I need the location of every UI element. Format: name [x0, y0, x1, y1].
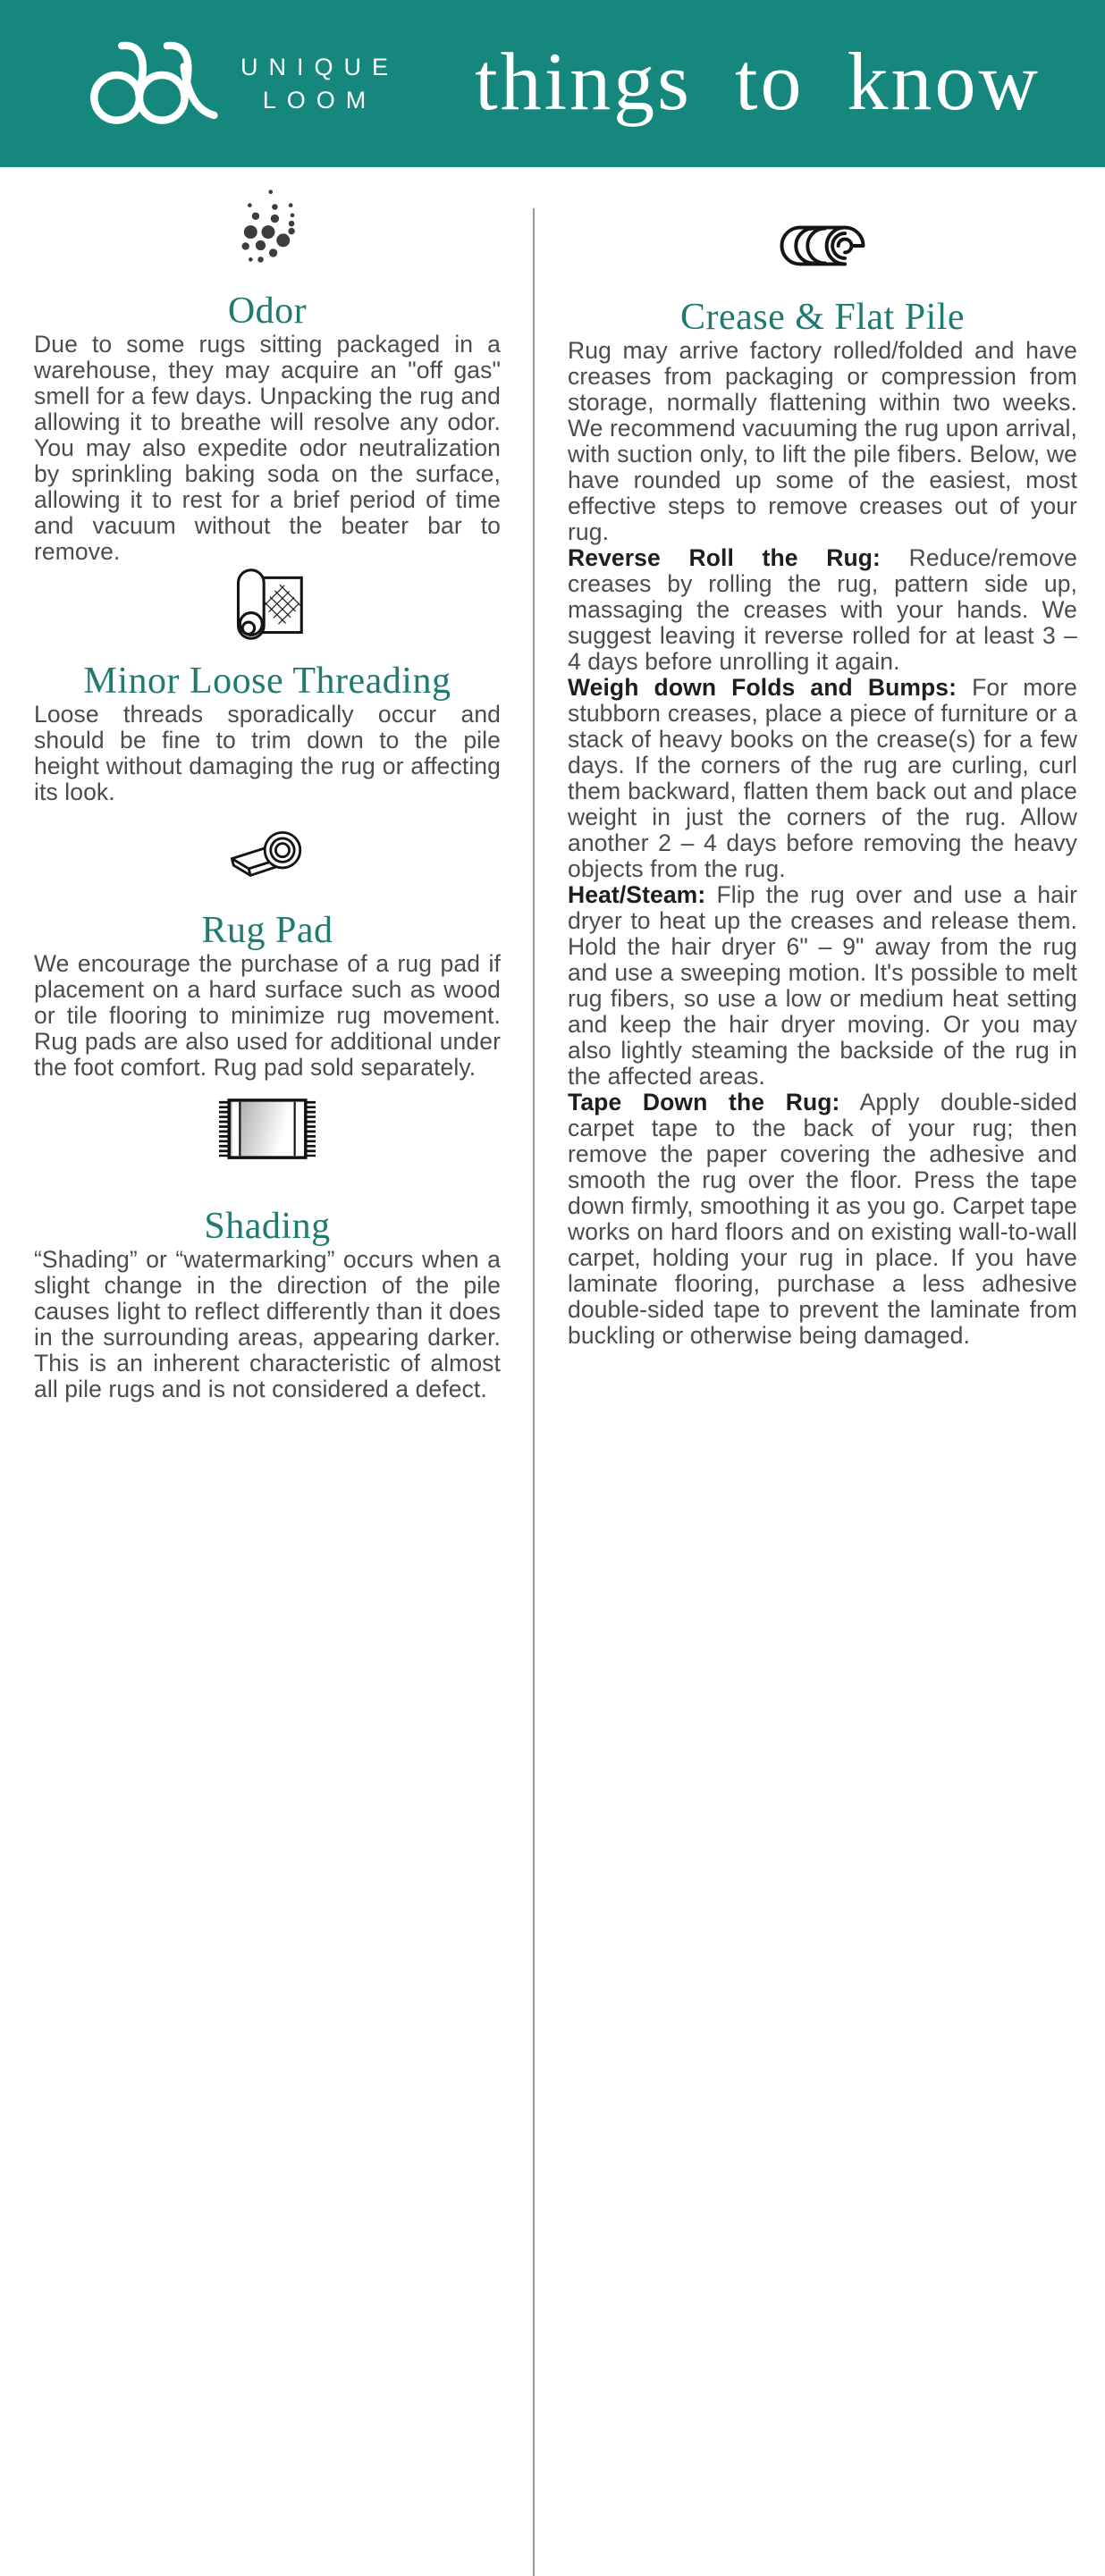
tip-tape-down	[568, 1090, 1077, 1349]
content-area	[0, 167, 1105, 1402]
section-rugpad-icon-row	[34, 823, 501, 887]
tip-heat-steam	[568, 882, 1077, 1090]
section-shading-icon-row	[34, 1097, 501, 1166]
section-heading-rugpad: Rug Pad	[201, 910, 333, 951]
section-heading-threading: Minor Loose Threading	[83, 661, 451, 702]
unique-loom-double-a-icon	[85, 31, 219, 136]
tip-tape-down-label: Tape Down the Rug:	[568, 1089, 840, 1115]
tip-reverse-roll	[568, 545, 1077, 675]
odor-dots-icon	[234, 188, 300, 269]
rolled-rug-crosshatch-icon	[228, 565, 307, 648]
rolled-rug-side-icon	[770, 223, 875, 274]
section-heading-shading: Shading	[204, 1206, 331, 1247]
section-odor-icon-row	[34, 188, 501, 269]
header-banner	[0, 0, 1105, 167]
section-body-crease-intro: Rug may arrive factory rolled/folded and have creases from packaging or compression from storage, normally flattening within two weeks. We recommend vacuuming the rug upon arrival, with suction only, to lift the pile fibers. Below, we have rounded up some of the easiest, most effective steps to remove creases out of your rug.	[568, 337, 1077, 545]
fringed-rug-icon	[212, 1097, 323, 1166]
tip-heat-steam-label: Heat/Steam:	[568, 881, 706, 908]
section-crease-icon-row	[568, 223, 1077, 274]
section-body-threading: Loose threads sporadically occur and should be fine to trim down to the pile height without damaging the rug or affecting its look.	[34, 701, 501, 805]
tape-roll-icon	[224, 823, 310, 887]
tip-weigh-down-label: Weigh down Folds and Bumps:	[568, 674, 957, 701]
tip-tape-down-text: Apply double-sided carpet tape to the back of your rug; then remove the paper covering the adhesive and smooth the rug over the floor. Press the tape down firmly, smoothing it as you go. Carpet tape works on hard floors and on existing wall-to-wall carpet, holding your rug in place. If you have laminate flooring, purchase a less adhesive double-sided tape to prevent the laminate from buckling or otherwise being damaged.	[568, 1089, 1077, 1349]
brand-name-line1: UNIQUE	[240, 53, 400, 80]
section-heading-odor: Odor	[227, 290, 308, 332]
tip-reverse-roll-text: Reduce/remove creases by rolling the rug, pattern side up, massaging the creases with your hands. We suggest leaving it reverse rolled for at least 3 – 4 days before unrolling it again.	[568, 544, 1077, 675]
tip-weigh-down-text: For more stubborn creases, place a piece of furniture or a stack of heavy books on the crease(s) for a few days. If the corners of the rug are curling, curl them backward, flatten them back out and place weight in just the corners of the rug. Allow another 2 – 4 days before removing the heavy objects from the rug.	[568, 674, 1077, 882]
brand-name	[240, 51, 399, 117]
tip-heat-steam-text: Flip the rug over and use a hair dryer to heat up the creases and release them. Hold the hair dryer 6" – 9" away from the rug and use a sweeping motion. It's possible to melt rug fibers, so use a low or medium heat setting and keep the hair dryer moving. Or you may also lightly steaming the backside of the rug in the affected areas.	[568, 881, 1077, 1090]
page-title: things to know	[475, 35, 1041, 127]
right-column	[534, 167, 1105, 1402]
section-body-odor: Due to some rugs sitting packaged in a warehouse, they may acquire an "off gas" smell for a few days. Unpacking the rug and allowing it to breathe will resolve any odor. You may also expedite odor neutralization by sprinkling baking soda on the surface, allowing it to rest for a brief period of time and vacuum without the beater bar to remove.	[34, 331, 501, 565]
tip-reverse-roll-label: Reverse Roll the Rug:	[568, 544, 881, 571]
section-threading-icon-row	[34, 565, 501, 648]
brand-name-line2: LOOM	[262, 86, 377, 114]
section-body-rugpad: We encourage the purchase of a rug pad if placement on a hard surface such as wood or tile flooring to minimize rug movement. Rug pads are also used for additional under the foot comfort. Rug pad sold separately.	[34, 950, 501, 1081]
brand-logo	[85, 31, 399, 136]
left-column	[0, 167, 534, 1402]
section-body-shading: “Shading” or “watermarking” occurs when a slight change in the direction of the pile causes light to reflect differently than it does in the surrounding areas, appearing darker. This is an inherent characteristic of almost all pile rugs and is not considered a defect.	[34, 1246, 501, 1402]
column-divider	[533, 208, 535, 2576]
section-heading-crease: Crease & Flat Pile	[679, 297, 966, 338]
tip-weigh-down	[568, 675, 1077, 882]
